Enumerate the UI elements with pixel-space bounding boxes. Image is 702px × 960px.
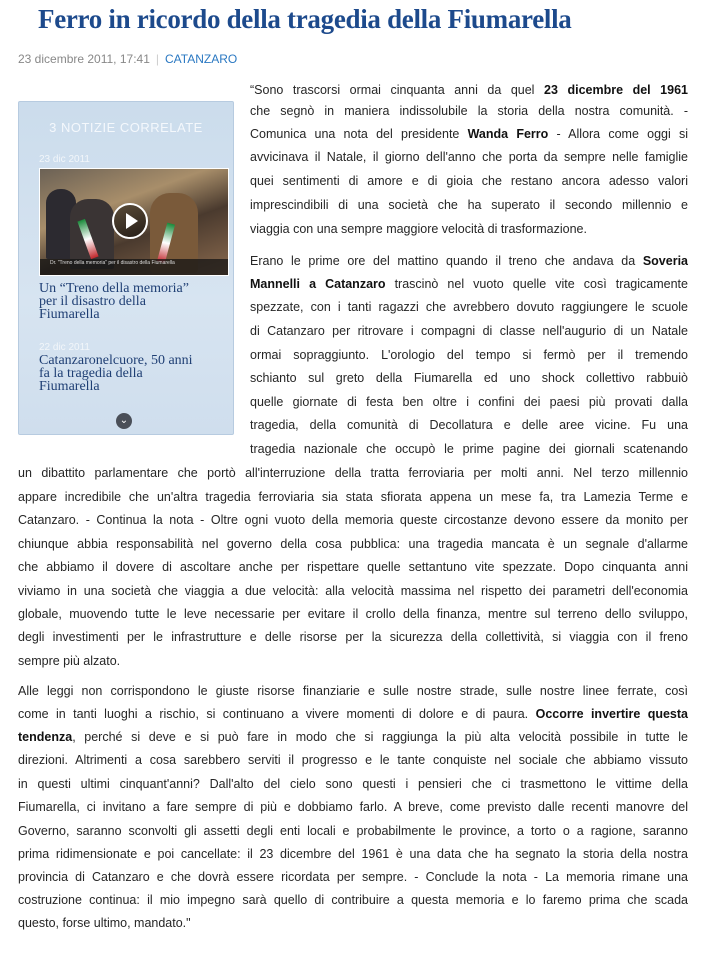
body-line: [18, 845, 688, 863]
body-line: [250, 298, 688, 316]
meta-separator: |: [155, 52, 159, 66]
related-news-heading: 3 NOTIZIE CORRELATE: [49, 120, 203, 135]
chevron-down-icon[interactable]: ⌄: [116, 413, 132, 429]
body-text-run: degli investimenti per le infrastrutture e delle risorse per la sicurezza della collettività, si viaggia con il freno: [18, 630, 688, 644]
body-line: [18, 535, 688, 553]
body-line: [18, 775, 688, 793]
article-meta: [18, 52, 237, 66]
related-video-thumbnail[interactable]: [39, 168, 229, 276]
body-text-run: che abbiamo il dovere di ascoltare anche per rispettare quelle settantuno vite spezzate. Dopo cinquanta anni: [18, 560, 688, 574]
related-item-link[interactable]: [39, 354, 193, 393]
body-text-run: ormai sopraggiunto. L'orologio del tempo si fermò per il tremendo: [250, 348, 688, 362]
body-bold-run: Wanda Ferro: [467, 127, 549, 141]
body-line: [250, 346, 688, 364]
body-line: [18, 728, 688, 746]
body-line: [250, 196, 688, 214]
related-news-box: [18, 101, 234, 435]
related-item-title-line: Un “Treno della memoria”: [39, 281, 189, 296]
related-item-title-line: Fiumarella: [39, 379, 100, 394]
body-text-run: Governo, saranno sconvolti gli assetti degli enti locali e probabilmente le province, a torto o a ragione, saranno: [18, 824, 688, 838]
body-text-run: come in tanti luoghi a rischio, si continuano a vivere momenti di dolore e di paura.: [18, 707, 536, 721]
body-text-run: appare incredibile che un'altra tragedia ferroviaria sia stata sfiorata appena un mese fa, tra Lamezia Terme e: [18, 490, 688, 504]
article-title: Ferro in ricordo della tragedia della Fiumarella: [38, 4, 572, 34]
body-line: [18, 558, 688, 576]
related-item-title-line: Fiumarella: [39, 307, 100, 322]
play-icon[interactable]: [112, 203, 148, 239]
body-text-run: avvicinava il Natale, il giorno dell'anno che porta da sempre nelle famiglie: [250, 150, 688, 164]
body-text-run: tragedia, della comunità di Decollatura e delle aree vicine. Fu una: [250, 418, 688, 432]
body-line: [18, 628, 688, 646]
related-item-date: 22 dic 2011: [39, 342, 90, 353]
body-line: [250, 252, 688, 270]
body-text-run: sempre più alzato.: [18, 654, 121, 668]
body-text-run: costruzione continua: il mio impegno sarà quello di contribuire a questa memoria e lo faremo prima che scada: [18, 893, 688, 907]
body-bold-run: tendenza: [18, 730, 73, 744]
body-text-run: schianto sul greto della Fiumarella ed uno shock collettivo rabbuiò: [250, 371, 688, 385]
body-line: [250, 125, 688, 143]
body-text-run: quelle giornate di festa ben oltre i confini dei paesi più provati dalla: [250, 395, 688, 409]
body-text-run: “Sono trascorsi ormai cinquanta anni da quel: [250, 83, 545, 97]
body-text-run: chiunque abbia responsabilità nel governo della cosa pubblica: una tragedia mancata è un segnale d'allarme: [18, 537, 688, 551]
body-text-run: quei sentimenti di amore e di gioia che restano ancora adesso valori: [250, 174, 688, 188]
body-line: [18, 582, 688, 600]
body-text-run: Alle leggi non corrispondono le giuste risorse finanziarie e sulle nostre strade, sulle nostre linee ferrate, così: [18, 684, 688, 698]
related-item-date: 23 dic 2011: [39, 154, 90, 165]
body-line: [18, 798, 688, 816]
category-link[interactable]: CATANZARO: [165, 52, 238, 66]
body-line: [18, 488, 688, 506]
body-line: [18, 891, 688, 909]
body-line: [250, 172, 688, 190]
body-text-run: prima ridimensionate e poi cancellate: il 23 dicembre del 1961 è una data che ha segnato la storia della nostra: [18, 847, 688, 861]
body-bold-run: Mannelli a Catanzaro: [250, 277, 386, 291]
body-bold-run: Soveria: [642, 254, 688, 268]
body-text-run: viviamo in una società che viaggia a due velocità: alla velocità massima nel rispetto dei parametri dell'economia: [18, 584, 688, 598]
video-caption: Dr. "Treno della memoria" per il disastro della Fiumarella: [40, 259, 228, 275]
body-line: [250, 220, 688, 238]
body-text-run: che segnò in maniera indissolubile la storia della nostra comunità. -: [250, 104, 688, 118]
body-line: [250, 275, 688, 293]
body-text-run: Erano le prime ore del mattino quando il treno che andava da: [250, 254, 643, 268]
related-item-title-line: fa la tragedia della: [39, 366, 143, 381]
body-line: [18, 682, 688, 700]
body-line: [18, 605, 688, 623]
body-text-run: trascinò nel vuoto quelle vite così tragicamente: [385, 277, 688, 291]
body-line: [18, 464, 688, 482]
body-text-run: questo, forse ultimo, mandato.": [18, 916, 191, 930]
body-text-run: tragedia nazionale che occupò le prime pagine dei giornali scatenando: [250, 442, 688, 456]
body-text-run: in questi ultimi cinquant'anni? Dall'alto del cielo sono questi i pensieri che ci trasmettono le vittime della: [18, 777, 688, 791]
body-text-run: Fiumarella, ci invitano a fare sempre di più e dobbiamo farlo. A breve, come previsto dalle recenti manovre del: [18, 800, 688, 814]
body-text-run: provincia di Catanzaro e che dovrà essere ricordata per sempre. - Conclude la nota - La memoria rimane una: [18, 870, 688, 884]
body-text-run: un dibattito parlamentare che portò all'interruzione della tratta ferroviaria per molti anni. Nel terzo millennio: [18, 466, 688, 480]
body-line: [250, 369, 688, 387]
body-text-run: globale, muovendo tutte le leve necessarie per evitare il crollo della finanza, mentre sul terreno dello sviluppo,: [18, 607, 688, 621]
body-text-run: - Allora come oggi si: [548, 127, 689, 141]
body-text-run: Catanzaro. - Continua la nota - Oltre ogni vuoto della memoria queste circostanze devono essere da monito per: [18, 513, 688, 527]
body-bold-run: Occorre invertire questa: [535, 707, 688, 721]
body-text-run: spezzate, con i tanti ragazzi che avrebbero dovuto raggiungere le scuole: [250, 300, 688, 314]
article-date: 23 dicembre 2011, 17:41: [18, 52, 150, 66]
body-line: [250, 416, 688, 434]
body-text-run: di Catanzaro per ritrovare i compagni di classe nell'augurio di un Natale: [250, 324, 688, 338]
body-line: [18, 751, 688, 769]
body-line: [18, 914, 688, 932]
body-line: [250, 393, 688, 411]
body-line: [250, 102, 688, 120]
body-line: [250, 440, 688, 458]
related-item-title-line: Catanzaronelcuore, 50 anni: [39, 353, 193, 368]
body-text-run: , perché si deve e si può fare in modo che si raggiunga la più alta velocità possibile in tutte le: [72, 730, 688, 744]
body-line: [250, 148, 688, 166]
body-line: [18, 652, 688, 670]
body-line: [18, 868, 688, 886]
body-text-run: direzioni. Altrimenti a cosa sarebbero serviti il progresso e le tante conquiste nel sociale che abbiamo vissuto: [18, 753, 688, 767]
body-line: [18, 822, 688, 840]
body-line: [18, 511, 688, 529]
body-bold-run: 23 dicembre del 1961: [544, 83, 688, 97]
body-line: [18, 705, 688, 723]
body-text-run: viaggia con una sempre maggiore velocità di trasformazione.: [250, 222, 587, 236]
body-line: [250, 322, 688, 340]
related-item-link[interactable]: [39, 282, 189, 321]
body-text-run: imprescindibili di una società che ha superato il secondo millennio e: [250, 198, 688, 212]
body-line: [250, 81, 688, 99]
body-text-run: Comunica una nota del presidente: [250, 127, 468, 141]
related-item-title-line: per il disastro della: [39, 294, 146, 309]
